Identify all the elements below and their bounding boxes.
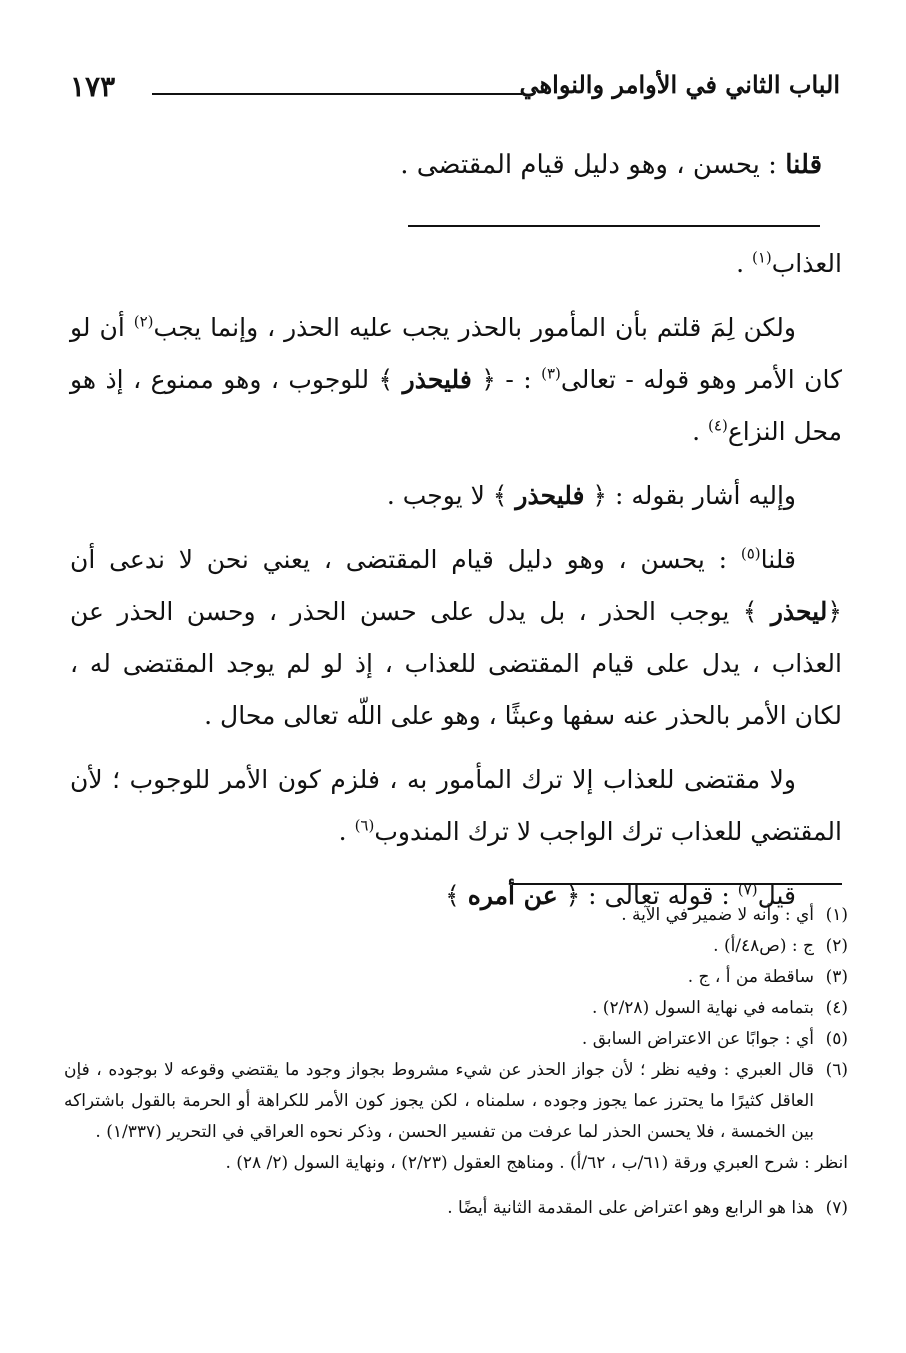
footnote-text: ج : (ص٤٨/أ) . xyxy=(713,936,814,956)
footnote-text: أي : وأنه لا ضمير في الآية . xyxy=(621,905,814,925)
footnote-divider xyxy=(512,883,842,885)
paragraph-6: قيل$^{(٧)}$ : قوله تعالى : ﴿ عن أمره ﴾ xyxy=(445,880,796,910)
footnote xyxy=(64,1055,848,1148)
quran-quote: عن أمره xyxy=(467,881,558,910)
footnote-text: بتمامه في نهاية السول (٢/٢٨) . xyxy=(591,998,814,1018)
paragraph-2: ولكن لِمَ قلتم بأن المأمور بالحذر يجب عليه الحذر ، وإنما يجب$^{(٢)}$ أن لو كان الأمر وهو قوله - تعالى$^{(٣)}$ : - ﴿ فليحذر ﴾ للوجوب ، وهو ممنوع ، إذ هو محل النزاع$^{(٤)}$ . xyxy=(70,312,842,446)
footnote-number: (٥) xyxy=(825,1029,848,1049)
footnote-number: (٧) xyxy=(825,1198,848,1218)
quran-quote: ليحذر xyxy=(770,597,828,626)
carryover-text: : يحسن ، وهو دليل قيام المقتضى . xyxy=(400,150,786,180)
footnote-ref-7: (٧) xyxy=(737,880,758,899)
footnote xyxy=(64,1024,848,1055)
footnote xyxy=(64,1193,848,1224)
footnote-ref-4: (٤) xyxy=(708,416,728,435)
footnote-number: (٢) xyxy=(825,936,848,956)
quran-quote: فليحذر xyxy=(402,365,472,394)
footnote-ref-6: (٦) xyxy=(354,816,375,835)
footnote-ref-5: (٥) xyxy=(740,544,761,563)
footnote xyxy=(64,931,848,962)
paragraph-5: ولا مقتضى للعذاب إلا ترك المأمور به ، فلزم كون الأمر للوجوب ؛ لأن المقتضي للعذاب ترك الواجب لا ترك المندوب$^{(٦)}$ . xyxy=(70,765,842,846)
paragraph-4: قلنا$^{(٥)}$ : يحسن ، وهو دليل قيام المقتضى ، يعني نحن لا ندعى أن ﴿ليحذر ﴾ يوجب الحذر ، بل يدل على حسن الحذر ، وحسن الحذر عن العذاب ، يدل على قيام المقتضى للعذاب ، إذ لو لم يوجد المقتضى له ، لكان الأمر بالحذر عنه سفها وعبثًا ، وهو على اللّه تعالى محال . xyxy=(70,544,842,730)
footnote-text: انظر : شرح العبري ورقة (٦١/ب ، ٦٢/أ) . ومناهج العقول (٢/٢٣) ، ونهاية السول (٢/ ٢٨) . xyxy=(225,1153,848,1173)
page-number: ١٧٣ xyxy=(70,70,116,103)
main-text xyxy=(70,238,842,922)
quran-quote: فليحذر xyxy=(515,481,585,510)
footnote xyxy=(64,993,848,1024)
footnotes xyxy=(64,900,848,1224)
footnote-ref-2: (٢) xyxy=(133,312,154,331)
footnote xyxy=(64,962,848,993)
footnote-text: أي : جوابًا عن الاعتراض السابق . xyxy=(581,1029,814,1049)
footnote xyxy=(64,900,848,931)
footnote-number: (١) xyxy=(825,905,848,925)
carryover-label: قلنا xyxy=(785,150,822,180)
footnote-text: هذا هو الرابع وهو اعتراض على المقدمة الثانية أيضًا . xyxy=(447,1198,814,1218)
footnote-text: ساقطة من أ ، ج . xyxy=(687,967,814,987)
footnote-text: قال العبري : وفيه نظر ؛ لأن جواز الحذر عن شيء مشروط بجواز وجود ما يقتضي وقوعه لا بوجوده ، فإن العاقل كثيرًا ما يحترز عما يجوز وجوده ، سلمناه ، لكن يجوز كون الأمر للكراهة أو الحرمة بالقول باشتراكه بين الخمسة ، فلا يحسن الحذر لما عرفت من تفسير الحسن ، وذكر نحوه العراقي في التحرير (١/٣٣٧) . xyxy=(64,1060,814,1142)
footnote-number: (٦) xyxy=(825,1060,848,1080)
running-title: الباب الثاني في الأوامر والنواهي xyxy=(519,70,840,99)
paragraph-3: وإليه أشار بقوله : ﴿ فليحذر ﴾ لا يوجب . xyxy=(386,481,796,510)
section-divider xyxy=(408,225,820,227)
header-rule xyxy=(152,93,522,95)
footnote-ref-3: (٣) xyxy=(541,364,561,383)
carryover-line xyxy=(262,150,822,180)
footnote-number: (٤) xyxy=(825,998,848,1018)
paragraph-1: العذاب$^{(١)}$ . xyxy=(736,248,842,278)
footnote-ref-1: (١) xyxy=(751,248,772,267)
footnote-number: (٣) xyxy=(825,967,848,987)
footnote-continuation xyxy=(64,1148,848,1179)
